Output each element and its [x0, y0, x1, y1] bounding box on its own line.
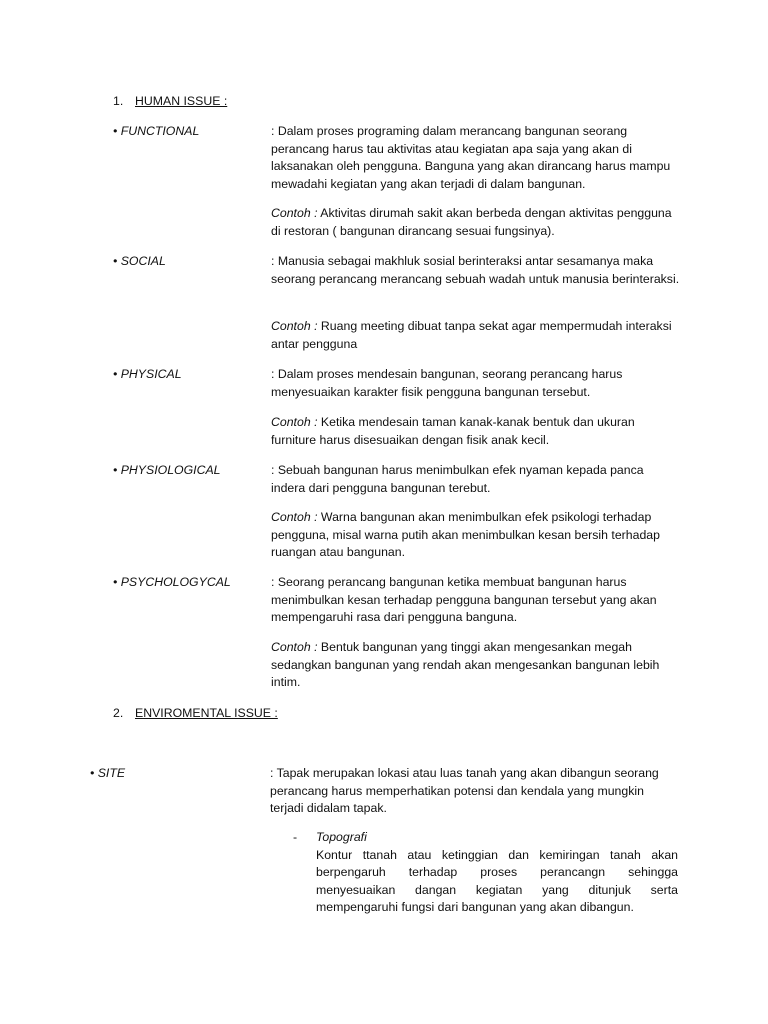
item-example-social	[271, 318, 681, 353]
section-number: 1.	[113, 94, 124, 108]
example-label: Contoh :	[271, 415, 318, 429]
item-label-functional: • FUNCTIONAL	[113, 124, 200, 138]
item-description-social: : Manusia sebagai makhluk sosial berinteraksi antar sesamanya maka seorang perancang merancang sebuah wadah untuk manusia berinteraksi.	[271, 254, 680, 286]
item-description-site: : Tapak merupakan lokasi atau luas tanah yang akan dibangun seorang perancang harus memperhatikan potensi dan kendala yang mungkin terjadi didalam tapak.	[270, 766, 659, 816]
item-example-functional	[271, 205, 681, 240]
example-text: Bentuk bangunan yang tinggi akan mengesankan megah sedangkan bangunan yang rendah akan mengesankan bangunan lebih intim.	[271, 640, 660, 690]
section-title: HUMAN ISSUE :	[135, 94, 228, 108]
item-label-psychologycal: • PSYCHOLOGYCAL	[113, 575, 231, 589]
item-label-site: • SITE	[90, 766, 126, 780]
item-label-social: • SOCIAL	[113, 254, 166, 268]
item-description-physiological: : Sebuah bangunan harus menimbulkan efek nyaman kepada panca indera dari pengguna bangunan terebut.	[271, 463, 644, 495]
item-example-physiological	[271, 509, 681, 562]
list-dash: -	[293, 830, 298, 844]
example-label: Contoh :	[271, 640, 318, 654]
item-description-physical: : Dalam proses mendesain bangunan, seorang perancang harus menyesuaikan karakter fisik pengguna bangunan tersebut.	[271, 367, 623, 399]
example-label: Contoh :	[271, 206, 318, 220]
item-example-psychologycal	[271, 639, 681, 692]
sub-item-text: Kontur ttanah atau ketinggian dan kemiringan tanah akan berpengaruh terhadap proses perancangn sehingga menyesuaikan dangan kegiatan yang ditunjuk serta mempengaruhi fungsi dari bangunan yang akan dibangun.	[316, 847, 678, 915]
example-text: Ketika mendesain taman kanak-kanak bentuk dan ukuran furniture harus disesuaikan dengan fisik anak kecil.	[271, 415, 635, 447]
item-description-psychologycal: : Seorang perancang bangunan ketika membuat bangunan harus menimbulkan kesan terhadap pengguna bangunan tersebut yang akan mempengaruhi rasa dari pengguna banguna.	[271, 575, 657, 625]
section-heading-enviromental-issue	[113, 705, 278, 723]
example-label: Contoh :	[271, 510, 318, 524]
section-title: ENVIROMENTAL ISSUE :	[135, 706, 278, 720]
item-label-physical: • PHYSICAL	[113, 367, 182, 381]
section-heading-human-issue	[113, 93, 227, 111]
item-example-physical	[271, 414, 681, 449]
sub-item-title: Topografi	[316, 830, 367, 844]
example-text: Warna bangunan akan menimbulkan efek psikologi terhadap pengguna, misal warna putih akan menimbulkan kesan bersih terhadap ruangan atau bangunan.	[271, 510, 660, 560]
sub-item-topografi	[293, 829, 678, 917]
example-text: Ruang meeting dibuat tanpa sekat agar mempermudah interaksi antar pengguna	[271, 319, 672, 351]
example-label: Contoh :	[271, 319, 318, 333]
section-number: 2.	[113, 706, 124, 720]
example-text: Aktivitas dirumah sakit akan berbeda dengan aktivitas pengguna di restoran ( bangunan dirancang sesuai fungsinya).	[271, 206, 672, 238]
item-label-physiological: • PHYSIOLOGICAL	[113, 463, 221, 477]
item-description-functional: : Dalam proses programing dalam merancang bangunan seorang perancang harus tau aktivitas atau kegiatan apa saja yang akan di laksanakan oleh pengguna. Banguna yang akan dirancang harus mampu mewadahi kegiatan yang akan terjadi di dalam bangunan.	[271, 124, 671, 191]
